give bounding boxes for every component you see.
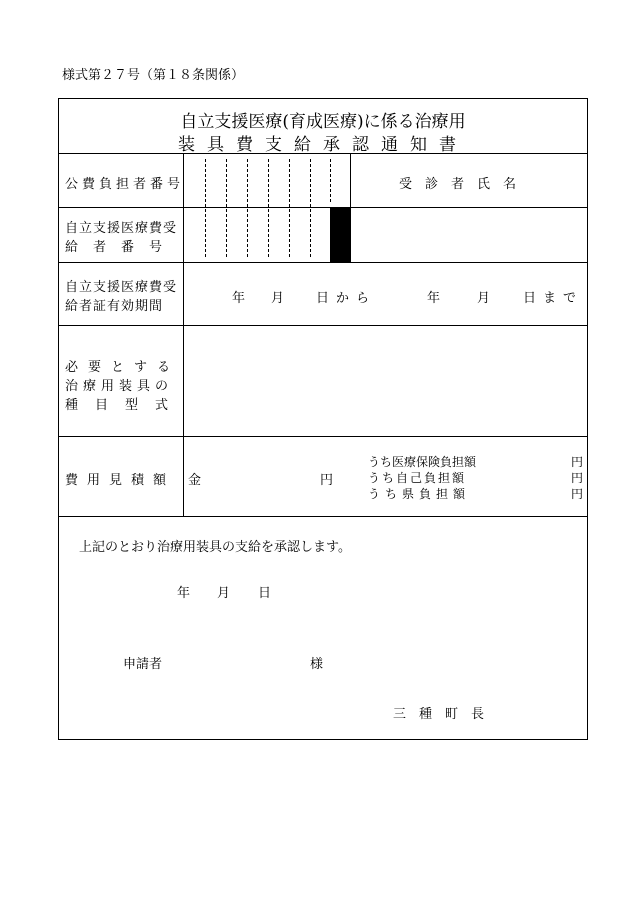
device-label-1: 必要とする: [65, 360, 181, 375]
validity-label-2: 給者証有効期間: [65, 299, 164, 314]
digit-cell-divider: [205, 159, 206, 257]
notice-date-month: 月: [217, 586, 231, 601]
cost-yen: 円: [320, 473, 334, 488]
row-divider: [59, 153, 587, 154]
insurance-share-label: うち医療保険負担額: [368, 455, 477, 469]
validity-from-day: 日から: [316, 291, 377, 306]
row-divider: [59, 516, 587, 517]
label-column-divider: [183, 153, 184, 516]
digit-cell-divider: [247, 159, 248, 257]
digit-cell-divider: [289, 159, 290, 257]
prefecture-yen: 円: [571, 487, 584, 501]
prefecture-share-label: うち県負担額: [368, 487, 471, 501]
sama-honorific: 様: [310, 657, 324, 672]
row-divider: [59, 207, 587, 208]
digit-cell-divider: [268, 159, 269, 257]
row-divider: [59, 325, 587, 326]
blocked-digit-cell: [330, 208, 350, 262]
cost-kin: 金: [188, 473, 202, 488]
town-mayor-signer: 三 種 町 長: [393, 707, 485, 722]
digit-cell-divider: [226, 159, 227, 257]
validity-label-1: 自立支援医療費受: [65, 280, 178, 295]
approval-statement: 上記のとおり治療用装具の支給を承認します。: [79, 540, 351, 555]
insurance-yen: 円: [571, 455, 584, 469]
validity-from-month: 月: [271, 291, 285, 306]
cost-estimate-label: 費用見積額: [65, 473, 176, 488]
notice-date-year: 年: [177, 586, 191, 601]
title-line-2: 装具費支給承認通知書: [178, 135, 468, 155]
validity-to-month: 月: [477, 291, 491, 306]
validity-to-day: 日まで: [523, 291, 584, 306]
validity-to-year: 年: [427, 291, 441, 306]
device-label-3: 種目型式: [65, 398, 186, 413]
recipient-number-label-2: 給 者 番 号: [65, 240, 164, 255]
notice-date-day: 日: [258, 586, 272, 601]
form-number: 様式第２７号（第１８条関係）: [62, 68, 245, 83]
validity-from-year: 年: [232, 291, 246, 306]
applicant-label: 申請者: [123, 657, 163, 672]
patient-name-label: 受 診 者 氏 名: [399, 177, 517, 192]
recipient-number-label-1: 自立支援医療費受: [65, 221, 178, 236]
self-yen: 円: [571, 471, 584, 485]
row-divider: [59, 262, 587, 263]
digit-grid-border: [350, 153, 351, 262]
digit-cell-divider: [330, 159, 331, 202]
approval-notice-form: [58, 98, 588, 740]
device-label-2: 治療用装具の: [65, 379, 174, 394]
public-payer-number-label: 公費負担者番号: [65, 177, 185, 192]
title-line-1: 自立支援医療(育成医療)に係る治療用: [180, 112, 466, 132]
self-share-label: うち自己負担額: [368, 471, 467, 485]
digit-cell-divider: [310, 159, 311, 257]
row-divider: [59, 436, 587, 437]
